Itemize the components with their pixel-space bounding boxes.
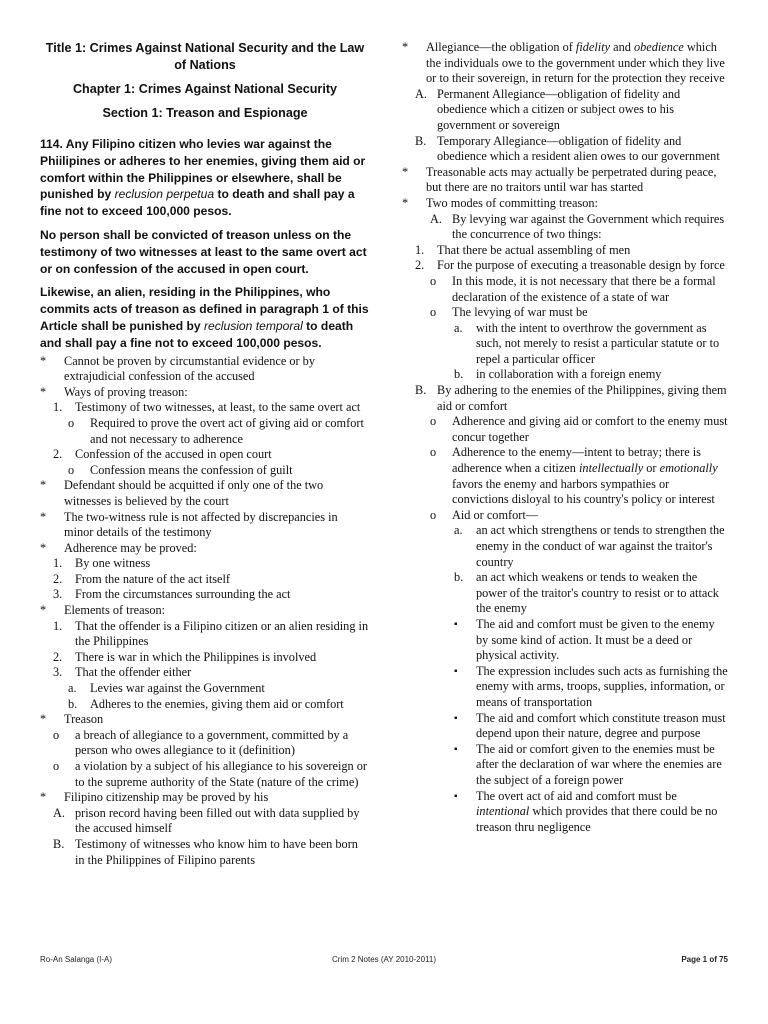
chapter-heading: Chapter 1: Crimes Against National Security	[72, 82, 338, 96]
title-heading: Title 1: Crimes Against National Security and the Law of Nations	[45, 41, 365, 72]
list-item	[40, 447, 370, 463]
list-marker: o	[53, 727, 60, 742]
list-item	[402, 742, 728, 789]
footer-course: Crim 2 Notes (AY 2010-2011)	[331, 955, 437, 964]
list-marker: *	[40, 603, 47, 618]
article-114-paragraph-2: No person shall be convicted of treason unless on the testimony of two witnesses at least to the same overt act or on confession of the accused in open court.	[40, 227, 367, 276]
list-item	[40, 587, 370, 603]
list-marker: ▪	[454, 743, 458, 755]
list-marker: 2.	[415, 258, 425, 273]
list-marker: *	[40, 790, 47, 805]
list-item	[402, 258, 728, 274]
list-item	[40, 837, 370, 868]
list-item-text: By one witness	[75, 556, 151, 571]
list-marker: *	[40, 712, 47, 727]
list-marker: ▪	[454, 665, 458, 677]
list-marker: *	[40, 384, 47, 399]
list-marker: *	[402, 195, 409, 210]
list-item-text: with the intent to overthrow the government as such, not merely to resist a particular statute or to repel a particular officer	[476, 320, 720, 366]
list-item-text: From the nature of the act itself	[75, 571, 231, 586]
right-notes-list	[402, 87, 728, 446]
list-item	[40, 385, 370, 401]
list-marker: *	[402, 164, 409, 179]
right-column	[402, 40, 728, 835]
list-item	[402, 445, 728, 507]
list-marker: a.	[454, 320, 463, 335]
list-marker: 1.	[53, 556, 63, 571]
list-item	[402, 367, 728, 383]
list-item-text: The two-witness rule is not affected by discrepancies in minor details of the testimony	[64, 509, 338, 540]
list-item-text: Adheres to the enemies, giving them aid or comfort	[90, 696, 344, 711]
list-marker: ▪	[454, 618, 458, 630]
list-item	[40, 712, 370, 728]
list-marker: A.	[53, 805, 65, 820]
list-marker: 1.	[415, 242, 425, 257]
list-item	[40, 697, 370, 713]
list-item	[40, 400, 370, 416]
list-item	[40, 354, 370, 385]
list-item	[40, 416, 370, 447]
list-item	[40, 790, 370, 806]
list-item	[402, 570, 728, 617]
article-114-paragraph: 114. Any Filipino citizen who levies war against the Phiilipines or adheres to her enemies, giving them aid or comfort within the Philippines or elsewhere, shall be punished by reclusion perpetua to death and shall pay a fine not to exceed 100,000 pesos.	[40, 137, 366, 219]
list-item-text: The expression includes such acts as furnishing the enemy with arms, troops, supplies, information, or means of transportation	[476, 663, 728, 709]
left-column	[40, 40, 370, 868]
list-marker: b.	[454, 367, 464, 382]
list-item-text: an act which weakens or tends to weaken the power of the traitor's country to resist or to attack the enemy	[476, 570, 719, 616]
list-marker: *	[40, 509, 47, 524]
list-item-text: That there be actual assembling of men	[437, 242, 631, 257]
list-item	[40, 619, 370, 650]
list-item-text: Confession of the accused in open court	[75, 447, 272, 462]
list-marker: ▪	[454, 712, 458, 724]
list-marker: o	[68, 462, 75, 477]
list-item-text: Defendant should be acquitted if only one of the two witnesses is believed by the court	[64, 478, 324, 508]
list-marker: b.	[454, 570, 464, 585]
list-item-text: The aid or comfort given to the enemies must be after the declaration of war where the enemies are the subject of a foreign power	[476, 741, 722, 787]
list-item-text: an act which strengthens or tends to strengthen the enemy in the conduct of war against the traitor's country	[476, 523, 725, 569]
list-marker: 1.	[53, 618, 63, 633]
left-notes-list	[40, 354, 370, 869]
list-item-text: Two modes of committing treason:	[426, 195, 598, 210]
square-bullet: ▪	[454, 790, 458, 802]
list-marker: b.	[68, 696, 78, 711]
list-marker: 3.	[53, 665, 63, 680]
list-item-text: For the purpose of executing a treasonable design by force	[437, 258, 725, 273]
list-marker: o	[430, 305, 437, 320]
list-item-text: By levying war against the Government which requires the concurrence of two things:	[452, 211, 725, 242]
list-item	[40, 510, 370, 541]
list-item	[40, 806, 370, 837]
list-item-text: Adherence may be proved:	[64, 540, 197, 555]
list-item-text: Treasonable acts may actually be perpetrated during peace, but there are no traitors until war has started	[426, 164, 717, 195]
list-marker: o	[430, 273, 437, 288]
list-item	[402, 414, 728, 445]
article-114-paragraph-3: Likewise, an alien, residing in the Philippines, who commits acts of treason as defined in paragraph 1 of this Article shall be punished by reclusion temporal to death and shall pay a fine not to exceed 100,000 pesos.	[40, 285, 369, 350]
list-item	[40, 665, 370, 681]
list-item-text: Aid or comfort—	[452, 507, 539, 522]
list-item-text: Temporary Allegiance—obligation of fidelity and obedience which a resident alien owes to our government	[437, 133, 720, 164]
list-marker: o	[53, 759, 60, 773]
footer-page-number: Page 1 of 75	[681, 955, 728, 964]
list-item	[40, 759, 370, 790]
list-marker: *	[40, 353, 47, 368]
list-item-text: Confession means the confession of guilt	[90, 462, 293, 477]
list-marker: o	[430, 507, 437, 522]
list-item	[402, 664, 728, 711]
list-item	[402, 165, 728, 196]
list-item	[402, 523, 728, 570]
list-item	[402, 40, 728, 87]
footer-author: Ro-An Salanga (I-A)	[40, 955, 113, 964]
list-item-text: Cannot be proven by circumstantial evidence or by extrajudicial confession of the accused	[64, 353, 315, 384]
list-marker: A.	[415, 86, 427, 101]
list-item-text: Testimony of two witnesses, at least, to the same overt act	[75, 400, 361, 415]
list-marker: *	[40, 540, 47, 555]
list-item	[40, 478, 370, 509]
list-marker: B.	[53, 836, 65, 851]
list-marker: *	[40, 478, 47, 493]
list-item	[402, 508, 728, 524]
list-item-text: Filipino citizenship may be proved by his	[64, 790, 269, 805]
list-item-text: Levies war against the Government	[90, 681, 265, 696]
allegiance-definition: Allegiance—the obligation of fidelity and obedience which the individuals owe to the government under which they live or to their sovereign, in return for the protection they receive	[426, 40, 725, 86]
list-item-text: From the circumstances surrounding the act	[75, 587, 291, 602]
list-item	[40, 728, 370, 759]
list-item-text: That the offender is a Filipino citizen or an alien residing in the Philippines	[75, 618, 369, 649]
list-marker: 2.	[53, 571, 63, 586]
list-item-text: in collaboration with a foreign enemy	[476, 367, 662, 382]
list-item	[402, 134, 728, 165]
list-item	[402, 617, 728, 664]
asterisk-bullet: *	[402, 40, 409, 54]
list-item	[40, 603, 370, 619]
list-item-text: Permanent Allegiance—obligation of fidelity and obedience which a citizen or subject owes to his government or sovereign	[437, 86, 681, 132]
list-item	[40, 463, 370, 479]
list-marker: o	[430, 414, 437, 429]
list-item-text: Adherence and giving aid or comfort to the enemy must concur together	[452, 414, 728, 444]
list-item-text: a breach of allegiance to a government, committed by a person who owes allegiance to it (definition)	[75, 727, 349, 758]
list-item-text: The levying of war must be	[452, 305, 588, 320]
list-item-text: In this mode, it is not necessary that there be a formal declaration of the existence of a state of war	[452, 273, 716, 304]
list-item-text: Ways of proving treason:	[64, 384, 188, 399]
list-item	[402, 789, 728, 836]
list-marker: o	[68, 415, 75, 430]
right-notes-list-2	[402, 508, 728, 789]
list-item	[40, 681, 370, 697]
list-item	[402, 711, 728, 742]
list-marker: 2.	[53, 447, 63, 462]
list-item	[40, 541, 370, 557]
adherence-definition: Adherence to the enemy—intent to betray; there is adherence when a citizen intellectually or emotionally favors the enemy and harbors sympathies or convictions disloyal to his country's policy or interest	[452, 445, 718, 507]
list-item	[402, 305, 728, 321]
circle-bullet: o	[430, 445, 437, 460]
list-marker: B.	[415, 383, 427, 398]
list-marker: a.	[454, 523, 463, 538]
list-item-text: There is war in which the Philippines is involved	[75, 649, 317, 664]
list-item	[402, 196, 728, 212]
list-marker: 1.	[53, 400, 63, 415]
list-item-text: That the offender either	[75, 665, 192, 680]
list-item-text: The aid and comfort which constitute treason must depend upon their nature, degree and purpose	[476, 710, 726, 741]
overt-act-note: The overt act of aid and comfort must be intentional which provides that there could be no treason thru negligence	[476, 788, 718, 834]
list-item-text: a violation by a subject of his allegiance to his sovereign or to the supreme authority of the State (nature of the crime)	[75, 759, 367, 789]
list-item-text: Testimony of witnesses who know him to have been born in the Philippines of Filipino parents	[75, 836, 358, 867]
list-marker: 3.	[53, 587, 63, 602]
list-item	[40, 650, 370, 666]
list-item	[402, 383, 728, 414]
list-item-text: By adhering to the enemies of the Philippines, giving them aid or comfort	[437, 383, 727, 413]
list-item	[40, 556, 370, 572]
list-item-text: Required to prove the overt act of giving aid or comfort and not necessary to adherence	[90, 415, 364, 446]
list-item	[402, 87, 728, 134]
list-marker: B.	[415, 133, 427, 148]
list-item	[402, 274, 728, 305]
list-marker: 2.	[53, 649, 63, 664]
list-marker: a.	[68, 681, 77, 696]
list-item	[402, 321, 728, 368]
section-heading: Section 1: Treason and Espionage	[102, 106, 308, 120]
list-item-text: Treason	[64, 712, 104, 727]
list-marker: A.	[430, 211, 442, 226]
list-item-text: prison record having been filled out with data supplied by the accused himself	[75, 805, 360, 836]
list-item	[402, 243, 728, 259]
list-item-text: Elements of treason:	[64, 603, 166, 618]
list-item	[40, 572, 370, 588]
list-item	[402, 212, 728, 243]
list-item-text: The aid and comfort must be given to the enemy by some kind of action. It must be a deed or physical activity.	[476, 616, 715, 663]
